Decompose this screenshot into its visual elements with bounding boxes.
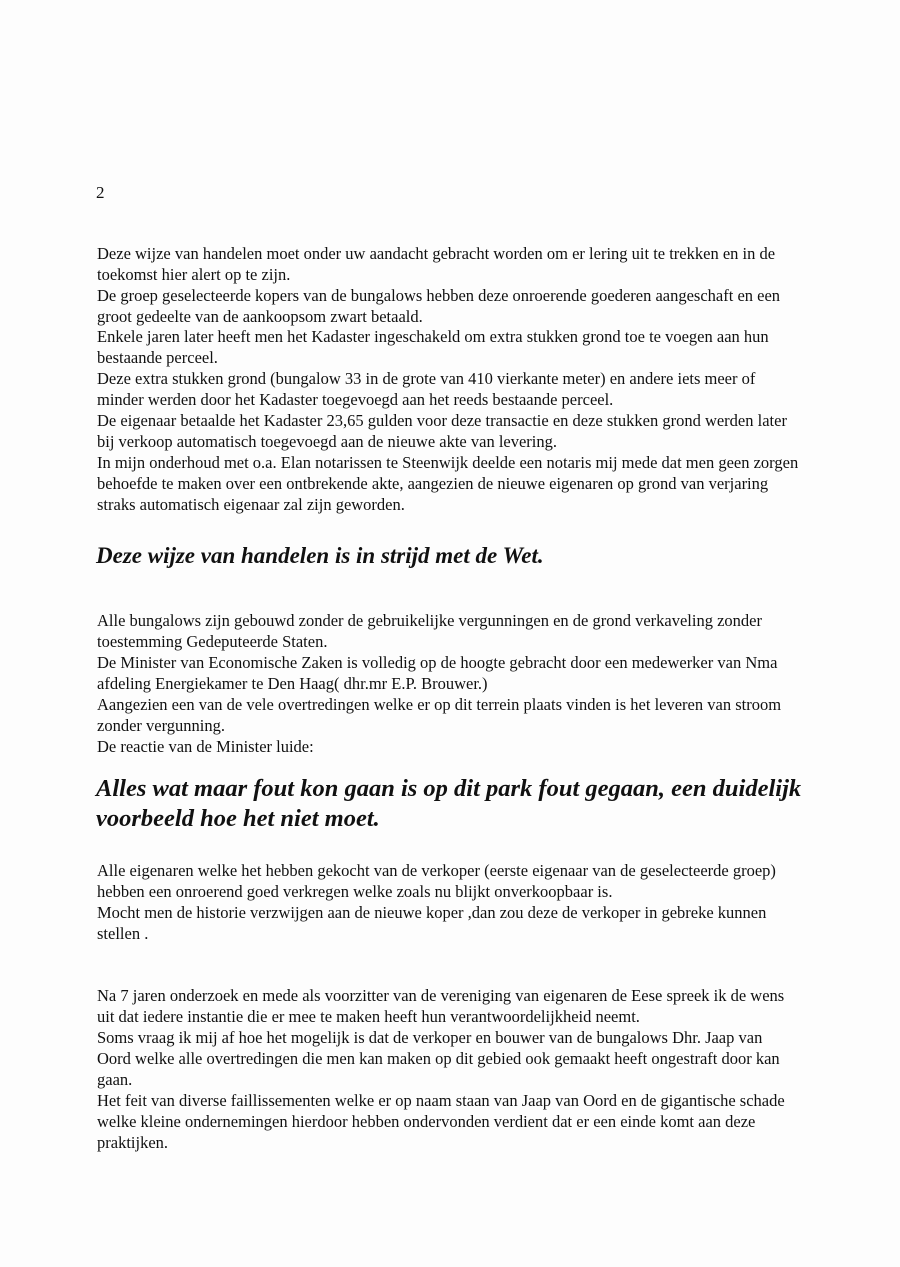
text-line: toekomst hier alert op te zijn. (97, 265, 291, 284)
text-line: De reactie van de Minister luide: (97, 737, 314, 756)
text-line: uit dat iedere instantie die er mee te maken heeft hun verantwoordelijkheid neemt. (97, 1007, 640, 1026)
text-line: hebben een onroerend goed verkregen welke zoals nu blijkt onverkoopbaar is. (97, 882, 613, 901)
text-line: welke kleine ondernemingen hierdoor hebben ondervonden verdient dat er een einde komt aan deze (97, 1112, 756, 1131)
text-line: groot gedeelte van de aankoopsom zwart betaald. (97, 307, 423, 326)
text-line: straks automatisch eigenaar zal zijn geworden. (97, 495, 405, 514)
text-line: Alle eigenaren welke het hebben gekocht van de verkoper (eerste eigenaar van de geselecteerde groep) (97, 861, 776, 880)
text-line: Mocht men de historie verzwijgen aan de nieuwe koper ,dan zou deze de verkoper in gebreke kunnen (97, 903, 767, 922)
text-line: afdeling Energiekamer te Den Haag( dhr.mr E.P. Brouwer.) (97, 674, 488, 693)
text-line: stellen . (97, 924, 149, 943)
text-line: De eigenaar betaalde het Kadaster 23,65 gulden voor deze transactie en deze stukken grond werden later (97, 411, 787, 430)
text-line: Enkele jaren later heeft men het Kadaster ingeschakeld om extra stukken grond toe te voegen aan hun (97, 327, 769, 346)
text-line: Deze wijze van handelen moet onder uw aandacht gebracht worden om er lering uit te trekken en in de (97, 244, 776, 263)
quote-line: Alles wat maar fout kon gaan is op dit park fout gegaan, een duidelijk (96, 775, 802, 802)
text-line: praktijken. (97, 1133, 169, 1152)
text-line: toestemming Gedeputeerde Staten. (97, 632, 328, 651)
heading-strijd-met-de-wet: Deze wijze van handelen is in strijd met de Wet. (96, 543, 544, 568)
text-line: De Minister van Economische Zaken is volledig op de hoogte gebracht door een medewerker van Nma (97, 653, 778, 672)
text-line: Soms vraag ik mij af hoe het mogelijk is dat de verkoper en bouwer van de bungalows Dhr. Jaap van (97, 1028, 763, 1047)
text-line: Deze extra stukken grond (bungalow 33 in de grote van 410 vierkante meter) en andere iets meer of (97, 369, 756, 388)
text-line: minder werden door het Kadaster toegevoegd aan het reeds bestaande perceel. (97, 390, 614, 409)
text-line: Alle bungalows zijn gebouwd zonder de gebruikelijke vergunningen en de grond verkaveling zonder (97, 611, 762, 630)
text-line: Aangezien een van de vele overtredingen welke er op dit terrein plaats vinden is het leveren van stroom (97, 695, 782, 714)
text-line: Het feit van diverse faillissementen welke er op naam staan van Jaap van Oord en de gigantische schade (97, 1091, 785, 1110)
text-line: Na 7 jaren onderzoek en mede als voorzitter van de vereniging van eigenaren de Eese spreek ik de wens (97, 986, 785, 1005)
text-line: bestaande perceel. (97, 348, 218, 367)
text-line: In mijn onderhoud met o.a. Elan notarissen te Steenwijk deelde een notaris mij mede dat men geen zorgen (97, 453, 799, 472)
text-line: zonder vergunning. (97, 716, 225, 735)
text-line: De groep geselecteerde kopers van de bungalows hebben deze onroerende goederen aangeschaft en een (97, 286, 781, 305)
text-line: gaan. (97, 1070, 133, 1089)
quote-line: voorbeeld hoe het niet moet. (96, 805, 380, 832)
text-line: bij verkoop automatisch toegevoegd aan de nieuwe akte van levering. (97, 432, 558, 451)
page-number: 2 (96, 183, 105, 202)
text-line: behoefde te maken over een ontbrekende akte, aangezien de nieuwe eigenaren op grond van verjaring (97, 474, 769, 493)
text-line: Oord welke alle overtredingen die men kan maken op dit gebied ook gemaakt heeft ongestraft door kan (97, 1049, 780, 1068)
